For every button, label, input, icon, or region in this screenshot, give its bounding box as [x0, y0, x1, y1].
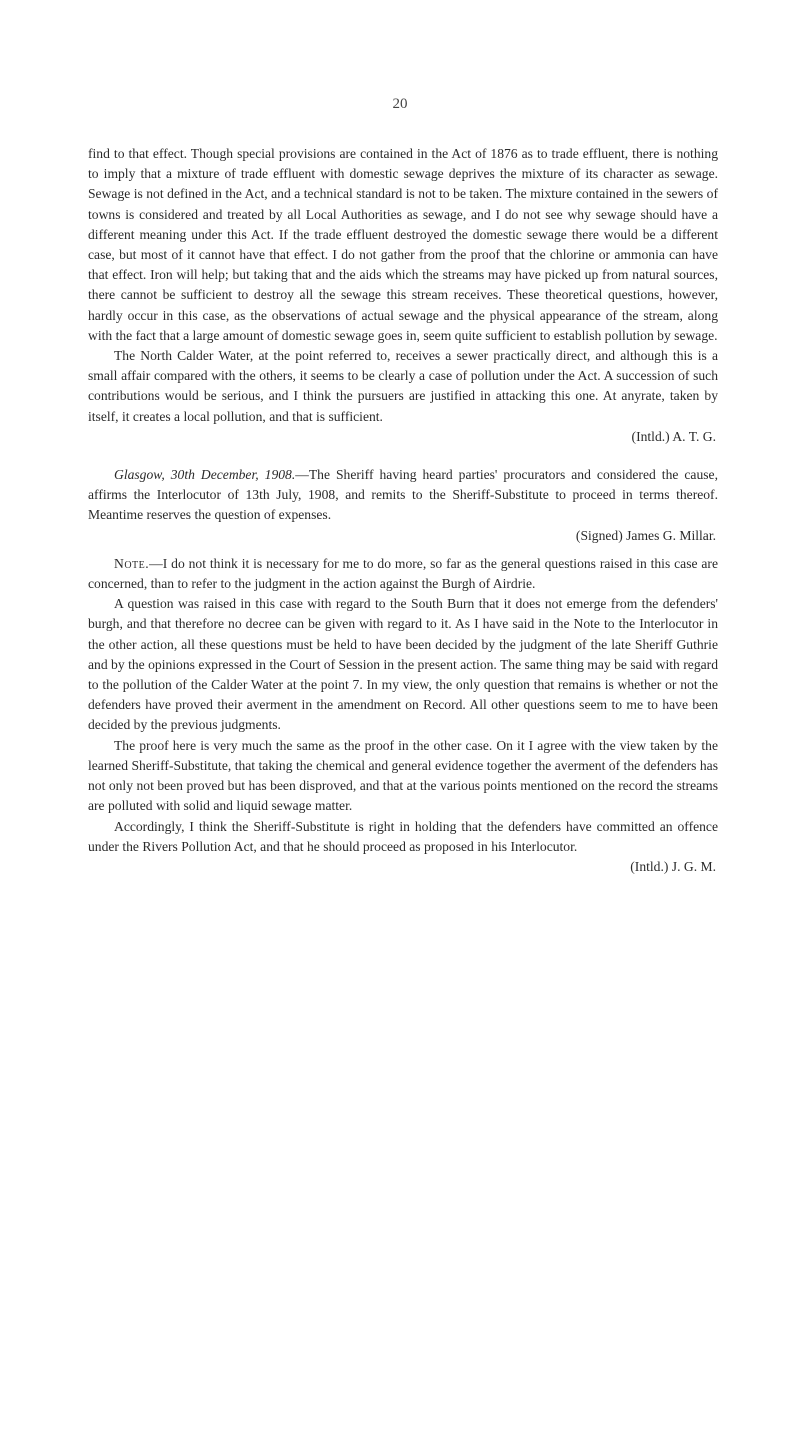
glasgow-paragraph: [88, 465, 718, 526]
paragraph-1: find to that effect. Though special provisions are contained in the Act of 1876 as to trade effluent, there is nothing to imply that a mixture of trade effluent with domestic sewage deprives the mixture of its character as sewage. Sewage is not defined in the Act, and a technical standard is not to be taken. The mixture contained in the sewers of towns is considered and treated by all Local Authorities as sewage, and I do not see why sewage should have a different meaning under this Act. If the trade effluent destroyed the domestic sewage there would be a different case, but most of it cannot have that effect. I do not gather from the proof that the chlorine or ammonia can have that effect. Iron will help; but taking that and the aids which the streams may have picked up from natural sources, there cannot be sufficient to destroy all the sewage this stream receives. These theoretical questions, however, hardly occur in this case, as the observations of actual sewage and the physical appearance of the stream, along with the fact that a large amount of domestic sewage goes in, seem quite sufficient to establish pollution by sewage.: [88, 146, 718, 343]
note-label: Note.: [114, 555, 150, 571]
note-paragraph-4: Accordingly, I think the Sheriff-Substitute is right in holding that the defenders have committed an offence under the Rivers Pollution Act, and that he should proceed as proposed in his Interlocutor.: [88, 818, 718, 854]
note-body-1: —I do not think it is necessary for me to do more, so far as the general questions raised in this case are concerned, than to refer to the judgment in the action against the Burgh of Airdrie.: [88, 555, 718, 592]
signature-initials-3: (Intld.) J. G. M.: [630, 858, 716, 874]
paragraph-2: The North Calder Water, at the point referred to, receives a sewer practically direct, and although this is a small affair compared with the others, it seems to be clearly a case of pollution under the Act. A succession of such contributions would be serious, and I think the pursuers are justified in attacking this one. At anyrate, taken by itself, it creates a local pollution, and that is sufficient.: [88, 348, 718, 424]
glasgow-body: —The Sheriff having heard parties' procurators and considered the cause, affirms the Interlocutor of 13th July, 1908, and remits to the Sheriff-Substitute to proceed in terms thereof. Meantime reserves the question of expenses.: [88, 467, 718, 523]
body-text: [88, 144, 718, 885]
page-number: 20: [392, 96, 408, 112]
signature-initials-1: (Intld.) A. T. G.: [631, 428, 716, 444]
note-paragraph-1: [88, 554, 718, 594]
note-paragraph-2: A question was raised in this case with regard to the South Burn that it does not emerge from the defenders' burgh, and that therefore no decree can be given with regard to it. As I have said in the Note to the Interlocutor in the other action, all these questions must be held to have been decided by the judgment of the late Sheriff Guthrie and by the opinions expressed in the Court of Session in the present action. The same thing may be said with regard to the pollution of the Calder Water at the point 7. In my view, the only question that remains is whether or not the defenders have proved their averment in the amendment on Record. All other questions seem to me to have been decided by the previous judgments.: [88, 596, 718, 733]
glasgow-dateline: Glasgow, 30th December, 1908.: [114, 467, 296, 483]
spacer: [88, 455, 718, 465]
note-paragraph-3: The proof here is very much the same as the proof in the other case. On it I agree with the view taken by the learned Sheriff-Substitute, that taking the chemical and general evidence together the averment of the defenders has not only not been proved but has been disproved, and that at the various points mentioned on the record the streams are polluted with solid and liquid sewage matter.: [88, 737, 718, 814]
signature-2: (Signed) James G. Millar.: [575, 527, 716, 543]
